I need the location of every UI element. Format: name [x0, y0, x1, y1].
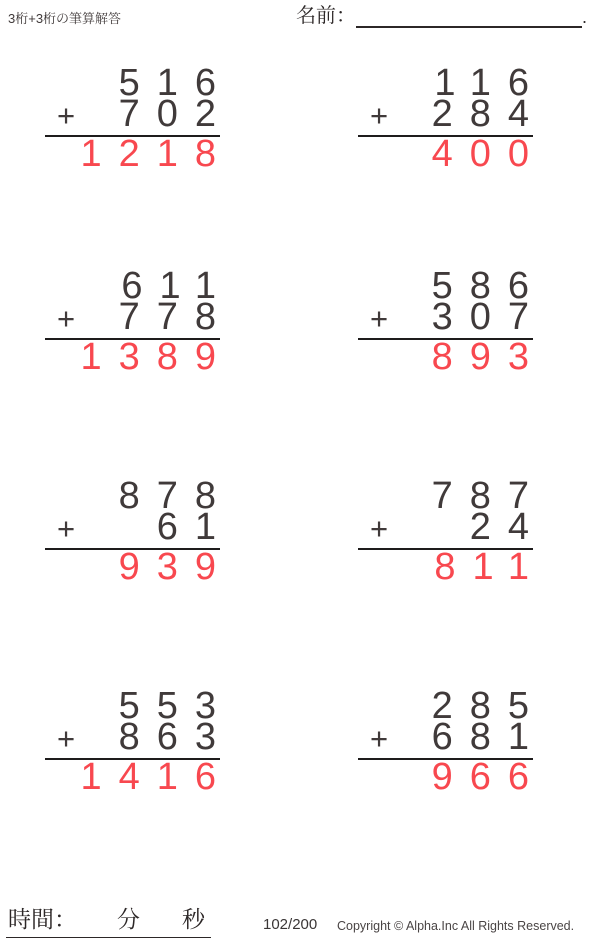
- time-field-block: [6, 901, 211, 938]
- copyright-notice: Copyright © Alpha.Inc All Rights Reserved.: [337, 919, 575, 933]
- addend-top-value: 586: [431, 265, 546, 307]
- addend-top-value: 787: [431, 475, 546, 517]
- addend-bottom-value: 307: [431, 296, 546, 338]
- addend-top-value: 553: [118, 685, 233, 727]
- answer-value: 939: [118, 546, 233, 588]
- addend-bottom-row: [358, 506, 546, 548]
- plus-operator: +: [370, 98, 389, 133]
- addend-top-value: 285: [431, 685, 546, 727]
- addend-bottom-value: 24: [469, 506, 546, 548]
- answer-value: 1389: [80, 336, 233, 378]
- plus-operator: +: [370, 511, 389, 546]
- answer-row: [358, 756, 546, 798]
- addition-problem: [45, 475, 233, 588]
- addend-bottom-row: [358, 296, 546, 338]
- addend-bottom-row: [45, 506, 233, 548]
- name-field-block: [296, 4, 587, 28]
- name-blank-line: [356, 6, 582, 28]
- addition-problem: [45, 265, 233, 378]
- addend-bottom-value: 778: [118, 296, 233, 338]
- minutes-label: 分: [117, 906, 140, 932]
- plus-operator: +: [57, 721, 76, 756]
- answer-row: [45, 133, 233, 175]
- plus-operator: +: [57, 511, 76, 546]
- answer-value: 811: [434, 546, 546, 588]
- addition-problem: [358, 475, 546, 588]
- addend-top-value: 116: [434, 62, 546, 104]
- addend-top-value: 611: [121, 265, 233, 307]
- addition-problem: [45, 62, 233, 175]
- seconds-label: 秒: [182, 906, 205, 932]
- addend-top-value: 516: [118, 62, 233, 104]
- answer-value: 893: [431, 336, 546, 378]
- answer-row: [358, 133, 546, 175]
- answer-value: 966: [431, 756, 546, 798]
- addend-top-value: 878: [118, 475, 233, 517]
- name-label: 名前：: [296, 5, 356, 27]
- plus-operator: +: [57, 98, 76, 133]
- answer-row: [45, 546, 233, 588]
- answer-value: 1416: [80, 756, 233, 798]
- name-line-period: .: [582, 7, 588, 27]
- answer-row: [45, 336, 233, 378]
- addend-bottom-row: [45, 296, 233, 338]
- time-label: 時間：: [8, 906, 77, 932]
- answer-row: [358, 336, 546, 378]
- addend-bottom-row: [45, 716, 233, 758]
- addend-bottom-value: 284: [431, 93, 546, 135]
- addend-bottom-value: 702: [118, 93, 233, 135]
- page-number: 102/200: [263, 916, 318, 933]
- addition-problem: [45, 685, 233, 798]
- answer-value: 400: [431, 133, 546, 175]
- answer-value: 1218: [80, 133, 233, 175]
- addend-bottom-value: 863: [118, 716, 233, 758]
- addition-problem: [358, 685, 546, 798]
- addition-problem: [358, 265, 546, 378]
- answer-row: [358, 546, 546, 588]
- plus-operator: +: [370, 721, 389, 756]
- plus-operator: +: [57, 301, 76, 336]
- addend-bottom-row: [358, 716, 546, 758]
- addend-bottom-value: 61: [156, 506, 233, 548]
- addition-problem: [358, 62, 546, 175]
- answer-row: [45, 756, 233, 798]
- plus-operator: +: [370, 301, 389, 336]
- sheet-title: 3桁+3桁の筆算解答: [8, 11, 122, 26]
- addend-bottom-row: [45, 93, 233, 135]
- addend-bottom-value: 681: [431, 716, 546, 758]
- addend-bottom-row: [358, 93, 546, 135]
